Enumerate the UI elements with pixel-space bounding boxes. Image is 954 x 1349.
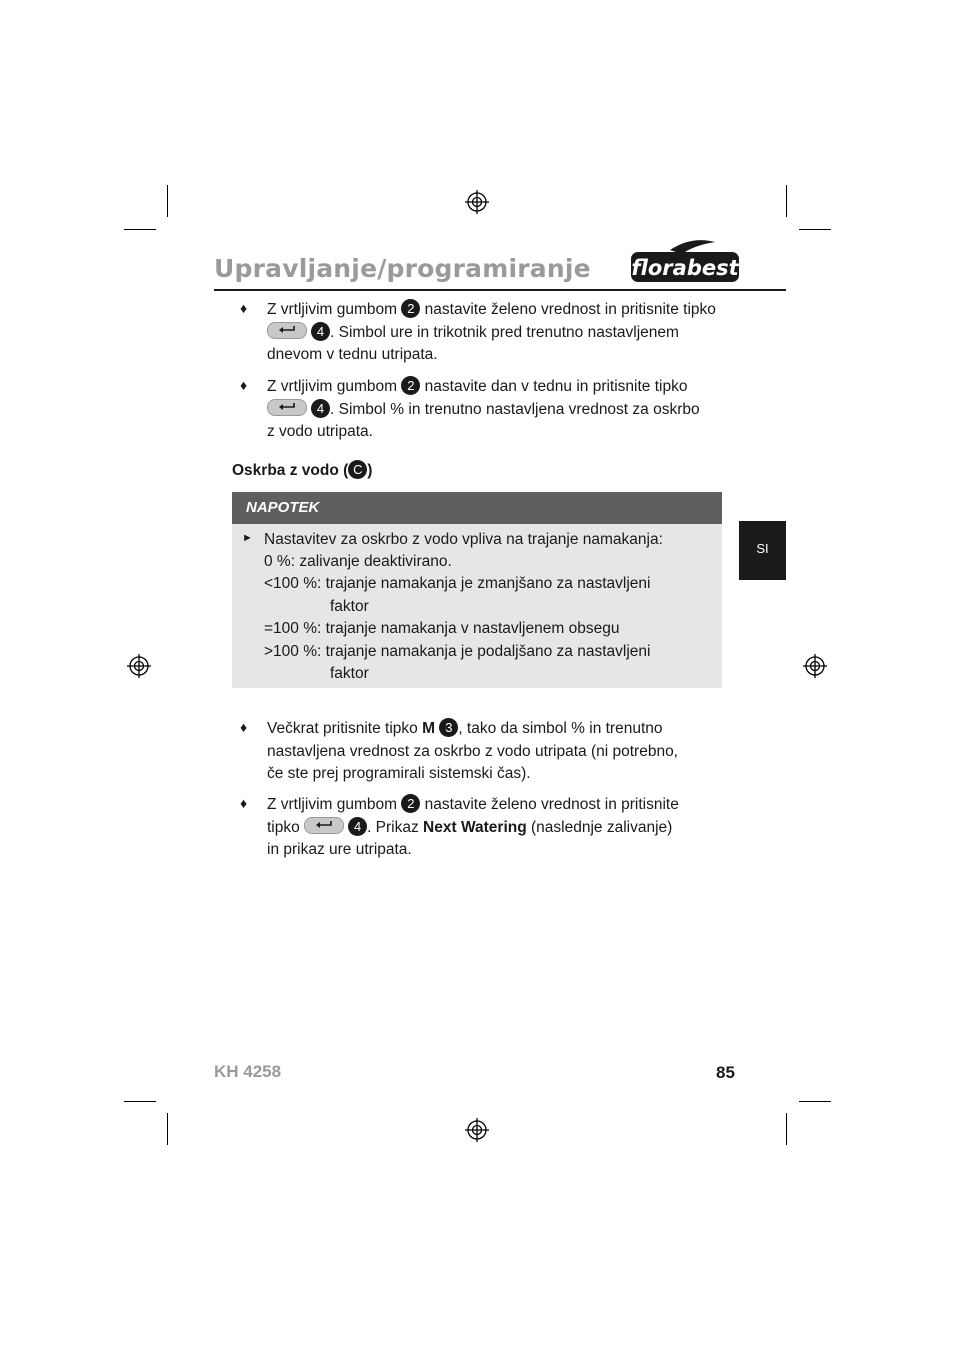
- number-badge: 4: [348, 817, 367, 836]
- crop-mark: [786, 1113, 787, 1145]
- note-line: 0 %: zalivanje deaktivirano.: [264, 553, 452, 570]
- bullet-diamond-icon: ♦: [240, 795, 248, 811]
- registration-mark-icon: [465, 190, 489, 214]
- letter-badge: C: [348, 460, 367, 479]
- list-item: Z vrtljivim gumbom 2 nastavite dan v tednu in pritisnite tipko 4 . Simbol % in trenutno nastavljena vrednost za oskrbo z vodo utripata.: [267, 378, 700, 440]
- number-badge: 2: [401, 299, 420, 318]
- enter-key-icon: [267, 322, 307, 339]
- note-heading: NAPOTEK: [246, 499, 320, 516]
- note-line: <100 %: trajanje namakanja je zmanjšano za nastavljeni: [264, 575, 651, 592]
- page-number: 85: [716, 1063, 735, 1082]
- crop-mark: [167, 185, 168, 217]
- logo-text: florabest: [631, 256, 739, 280]
- crop-mark: [799, 1101, 831, 1102]
- registration-mark-icon: [465, 1118, 489, 1142]
- bullet-diamond-icon: ♦: [240, 719, 248, 735]
- number-badge: 4: [311, 399, 330, 418]
- note-box: [232, 492, 722, 688]
- crop-mark: [124, 229, 156, 230]
- arrow-right-icon: ►: [242, 532, 253, 544]
- section-heading: Oskrba z vodo ( C ): [232, 462, 373, 479]
- page-title: Upravljanje/programiranje: [214, 254, 591, 283]
- title-divider: [214, 289, 786, 291]
- number-badge: 4: [311, 322, 330, 341]
- list-item: Z vrtljivim gumbom 2 nastavite želeno vrednost in pritisnite tipko 4 . Simbol ure in trikotnik pred trenutno nastavljenem dnevom v tednu utripata.: [267, 301, 716, 363]
- note-line: faktor: [330, 598, 369, 615]
- enter-key-icon: [304, 817, 344, 834]
- note-header: [232, 492, 722, 524]
- crop-mark: [124, 1101, 156, 1102]
- number-badge: 3: [439, 718, 458, 737]
- language-tab-label: SI: [756, 541, 769, 556]
- crop-mark: [799, 229, 831, 230]
- list-item: Z vrtljivim gumbom 2 nastavite želeno vrednost in pritisnite tipko 4 . Prikaz Next Watering (naslednje zalivanje) in prikaz ure utripata.: [267, 796, 679, 858]
- bullet-diamond-icon: ♦: [240, 300, 248, 316]
- note-line: =100 %: trajanje namakanja v nastavljenem obsegu: [264, 620, 620, 637]
- number-badge: 2: [401, 794, 420, 813]
- registration-mark-icon: [127, 654, 151, 678]
- language-tab: [739, 521, 786, 580]
- note-line: faktor: [330, 665, 369, 682]
- list-item: Večkrat pritisnite tipko M 3 , tako da simbol % in trenutno nastavljena vrednost za oskrbo z vodo utripata (ni potrebno, če ste prej programirali sistemski čas).: [267, 720, 678, 782]
- number-badge: 2: [401, 376, 420, 395]
- note-line: Nastavitev za oskrbo z vodo vpliva na trajanje namakanja:: [264, 531, 663, 548]
- note-line: >100 %: trajanje namakanja je podaljšano za nastavljeni: [264, 643, 651, 660]
- florabest-logo: [630, 238, 740, 284]
- crop-mark: [167, 1113, 168, 1145]
- model-number: KH 4258: [214, 1062, 282, 1081]
- registration-mark-icon: [803, 654, 827, 678]
- crop-mark: [786, 185, 787, 217]
- bullet-diamond-icon: ♦: [240, 377, 248, 393]
- enter-key-icon: [267, 399, 307, 416]
